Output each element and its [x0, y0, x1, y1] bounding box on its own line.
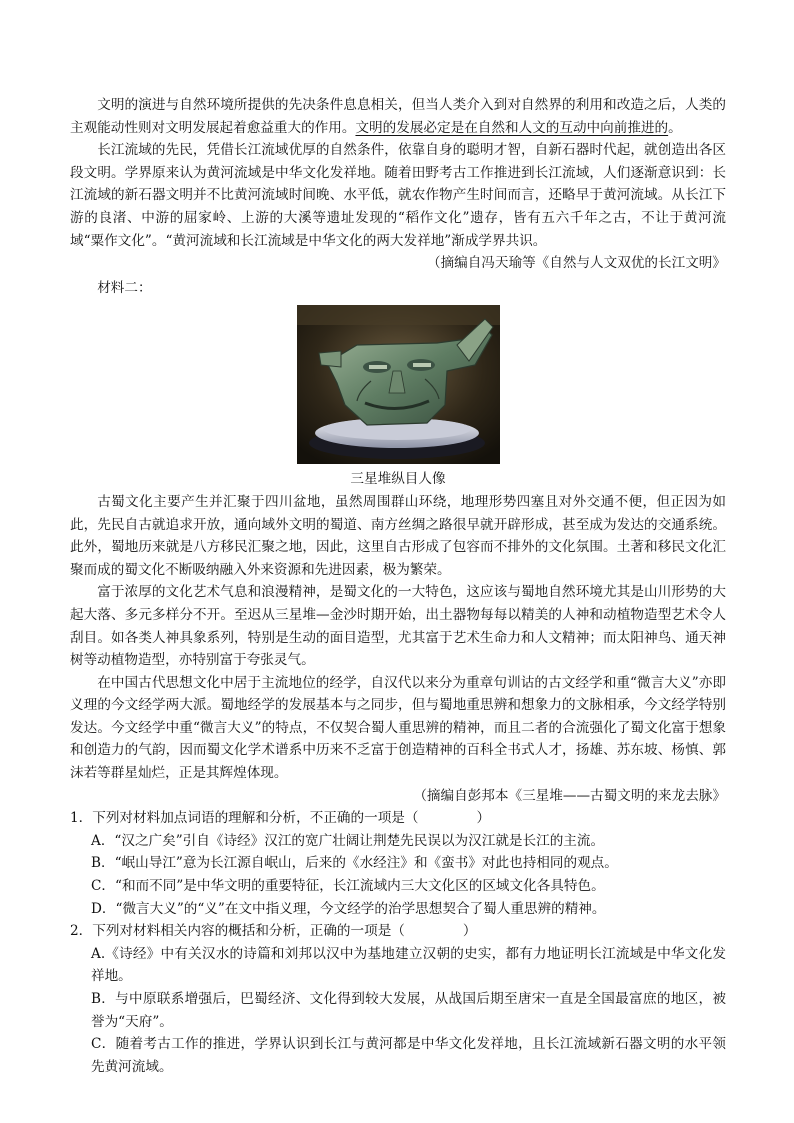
question-stem [70, 807, 726, 830]
option-c: C．随着考古工作的推进，学界认识到长江与黄河都是中华文化发祥地，且长江流域新石器文明的水平领先黄河流域。 [91, 1036, 726, 1075]
option-d: D．“微言大义”的“义”在文中指义理，今文经学的治学思想契合了蜀人重思辨的精神。 [91, 900, 606, 917]
document-page [70, 94, 726, 1078]
paragraph-text: 。 [668, 119, 682, 136]
option-a: A.《诗经》中有关汉水的诗篇和刘邦以汉中为基地建立汉朝的史实，都有力地证明长江流域是中华文化发祥地。 [91, 945, 726, 985]
stem-text: 1．下列对材料加点词语的理解和分析，不正确的一项是（ [70, 810, 419, 827]
option-b: B．与中原联系增强后，巴蜀经济、文化得到较大发展，从战国后期至唐宋一直是全国最富庶的地区，被誉为“天府”。 [91, 991, 726, 1030]
question-stem [70, 920, 726, 943]
question-1 [70, 807, 726, 920]
option-b: B．“岷山导江”意为长江源自岷山，后来的《水经注》和《蛮书》对此也持相同的观点。 [91, 855, 618, 872]
underlined-sentence: 文明的发展必定是在自然和人文的互动中向前推进的 [355, 119, 669, 136]
figure-caption: 三星堆纵目人像 [350, 471, 446, 488]
stem-text: 2．下列对材料相关内容的概括和分析，正确的一项是（ [70, 923, 405, 940]
stem-close: ） [476, 810, 491, 827]
material1-source: （摘编自冯天瑜等《自然与人文双优的长江文明》 [426, 255, 726, 272]
material2-paragraph-1: 古蜀文化主要产生并汇聚于四川盆地，虽然周围群山环绕，地理形势四塞且对外交通不便，但正因为如此，先民自古就追求开放，通向域外文明的蜀道、南方丝绸之路很早就开辟形成，甚至成为发达的交通系统。此外，蜀地历来就是八方移民汇聚之地，因此，这里自古形成了包容而不排外的文化氛围。土著和移民文化汇聚而成的蜀文化不断吸纳融入外来资源和先进因素，极为繁荣。 [70, 493, 726, 578]
paragraph-text: 文明的演进与自然环境所提供的先决条件息息相关，但当人类介入到对自然界的利用和改造之后，人类的主观能动性则对文明发展起着愈益重大的作用。 [70, 97, 726, 136]
stem-close: ） [462, 923, 477, 940]
material2-paragraph-3: 在中国古代思想文化中居于主流地位的经学，自汉代以来分为重章句训诂的古文经学和重“微言大义”亦即义理的今文经学两大派。蜀地经学的发展基本与之同步，但与蜀地重思辨和想象力的文脉相承，今文经学特别发达。今文经学中重“微言大义”的特点，不仅契合蜀人重思辨的精神，而且二者的合流强化了蜀文化富于想象和创造力的气韵，因而蜀文化学术谱系中历来不乏富于创造精神的百科全书式人才，扬雄、苏东坡、杨慎、郭沫若等群星灿烂，正是其辉煌体现。 [70, 674, 726, 782]
material2-source: （摘编自彭邦本《三星堆——古蜀文明的来龙去脉》 [413, 787, 726, 804]
material1-paragraph-2: 长江流域的先民，凭借长江流域优厚的自然条件，依靠自身的聪明才智，自新石器时代起，就创造出各区段文明。学界原来认为黄河流域是中华文化发祥地。随着田野考古工作推进到长江流域，人们逐渐意识到：长江流域的新石器文明并不比黄河流域时间晚、水平低，就农作物产生时间而言，还略早于黄河流域。从长江下游的良渚、中游的屈家岭、上游的大溪等遗址发现的“稻作文化”遗存，皆有五六千年之古，不让于黄河流域“粟作文化”。“黄河流域和长江流域是中华文化的两大发祥地”渐成学界共识。 [70, 142, 726, 249]
sanxingdui-mask-photo [297, 305, 500, 464]
material2-paragraph-2: 富于浓厚的文化艺术气息和浪漫精神，是蜀文化的一大特色，这应该与蜀地自然环境尤其是山川形势的大起大落、多元多样分不开。至迟从三星堆—金沙时期开始，出土器物每每以精美的人神和动植物造型艺术令人刮目。如各类人神具象系列，特别是生动的面目造型，尤其富于艺术生命力和人文精神；而太阳神鸟、通天神树等动植物造型，亦特别富于夸张灵气。 [70, 584, 726, 669]
option-a: A．“汉之广矣”引自《诗经》汉江的宽广壮阔让荆楚先民误以为汉江就是长江的主流。 [91, 832, 605, 849]
material1-paragraph-1 [70, 94, 726, 139]
question-2 [70, 920, 726, 1078]
option-c: C．“和而不同”是中华文明的重要特征，长江流域内三大文化区的区域文化各具特色。 [91, 878, 605, 895]
material2-label: 材料二： [97, 279, 152, 296]
